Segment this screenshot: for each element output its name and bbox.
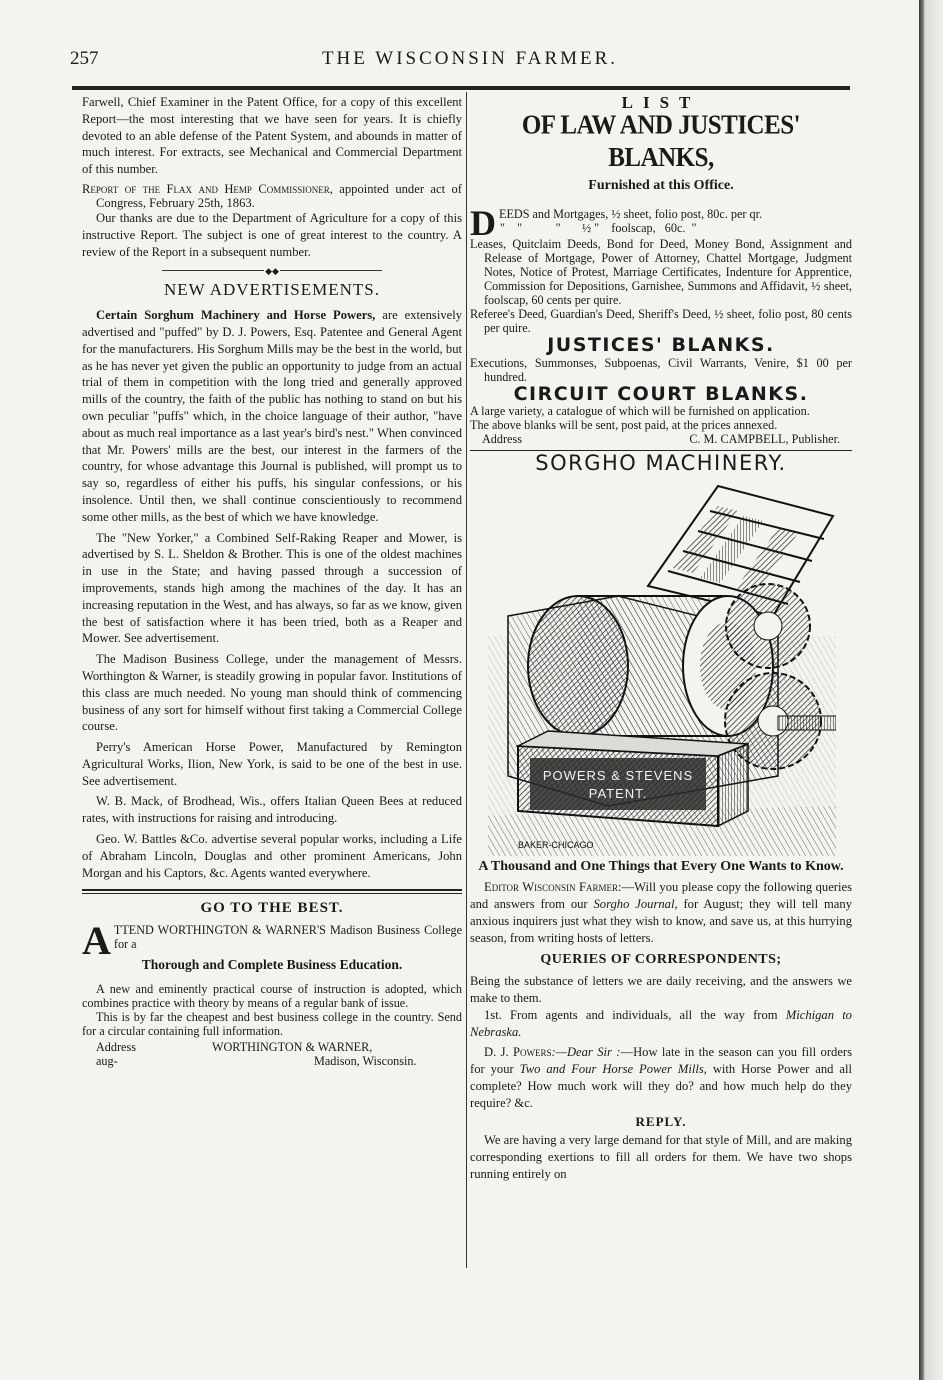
- above-blanks-line: The above blanks will be sent, post paid, at the prices annexed.: [470, 418, 778, 433]
- executions-line: Executions, Summonses, Subpoenas, Civil Warrants, Venire, $1 00 per hundred.: [470, 355, 852, 384]
- madison-college-paragraph: The Madison Business College, under the management of Messrs. Worthington & Warner, is steadily growing in popular favor. Institutions of this class are much needed. No young man should think of commencing business of any sort for himself without first taking a Commercial College course.: [82, 652, 462, 734]
- deeds-dropcap: D: [470, 202, 496, 243]
- right-column: [470, 94, 852, 1183]
- furnished-heading: Furnished at this Office.: [588, 178, 734, 193]
- attend-text: TTEND WORTHINGTON & WARNER'S Madison Business College for a: [113, 923, 462, 952]
- deeds-line-2: " " " ½ " foolscap, 60c. ": [500, 220, 697, 235]
- campbell-address-label: Address: [482, 432, 522, 447]
- sorgho-mill-engraving: [488, 476, 836, 856]
- variety-line: A large variety, a catalogue of which will be furnished on application.: [470, 404, 810, 419]
- list-heading: LIST: [621, 93, 701, 112]
- editor-paragraph: [470, 879, 852, 946]
- mack-paragraph: W. B. Mack, of Brodhead, Wis., offers Italian Queen Bees at reduced rates, with instructions for raising and introducing.: [82, 794, 462, 826]
- ad-rule: [82, 889, 462, 894]
- circuit-court-heading: CIRCUIT COURT BLANKS.: [513, 382, 809, 405]
- powers-paragraph: [470, 1044, 852, 1111]
- perry-paragraph: Perry's American Horse Power, Manufactured by Remington Agricultural Works, Ilion, New York, is said to be one of the best in use. See advertisement.: [82, 740, 462, 788]
- law-blanks-heading: OF LAW AND JUSTICES' BLANKS,: [521, 110, 801, 173]
- powers-rest: , with Horse Power and all complete? How much work will they do? and how much help do they require? &c.: [470, 1062, 853, 1110]
- first-italic: Michigan to Nebraska.: [470, 1007, 852, 1039]
- powers-text: —How late in the season can you fill orders for your: [470, 1045, 853, 1077]
- worthington-address: [82, 1040, 462, 1070]
- address-city: Madison, Wisconsin.: [314, 1054, 417, 1069]
- editor-rest: , for August; they will tell many anxious inquirers just what they wish to know, and save us, at this hurrying season, from writing hosts of letters.: [470, 896, 852, 945]
- reply-paragraph: We are having a very large demand for that style of Mill, and are making corresponding exertions to fill all orders for them. We have two shops running entirely on: [470, 1133, 852, 1181]
- flax-report-title: Report of the Flax and Hemp Commissioner,: [82, 181, 333, 196]
- address-abbr: aug-: [96, 1054, 118, 1069]
- engraving-label: POWERS & STEVENS: [542, 768, 694, 784]
- deeds-body: Leases, Quitclaim Deeds, Bond for Deed, Money Bond, Assignment and Release of Mortgage, Power of Attorney, Chattel Mortgage, Judgment Notes, Notice of Protest, Marriage Certificates, Indenture for Apprentice, Commission for Depositions, Garnishee, Summons and Affidavit, ½ sheet, foolscap, 60 cents per quire.: [470, 236, 852, 307]
- first-text: 1st. From agents and individuals, all the way from: [484, 1007, 786, 1022]
- address-name: WORTHINGTON & WARNER,: [212, 1040, 373, 1055]
- thorough-heading: Thorough and Complete Business Education.: [141, 957, 403, 973]
- engraving-label-2: PATENT.: [588, 786, 648, 802]
- editor-text: :—Will you please copy the following queries and answers from our: [470, 880, 852, 911]
- cheapest-paragraph: This is by far the cheapest and best business college in the country. Send for a circular containing full information.: [82, 1010, 462, 1039]
- first-paragraph: [470, 1007, 852, 1041]
- sorghum-text: are extensively advertised and "puffed" by D. J. Powers, Esq. Patentee and General Agent for the manufacturers. His Sorghum Mills may be the best in the world, but as he has never yet given the public an opportunity to judge from an actual trial of them in competition with the long tried and generally approved mills of the country, the faith of the public has nothing to stand on but his own peculiar "puffs" which, in the choice language of their author, "have about as much real importance as a last year's bird's nest." When convinced that Mr. Powers' mills are the best, our interest in the farmers of the country, for whose advantage this Journal is published, will prompt us to say so, regardless of either his puffs, his singular confessions, or his insolence. Until then, we shall continue conscientiously to recommend some other mills, as the best of which we have knowledge.: [82, 308, 463, 524]
- powers-sir: :—Dear Sir :: [551, 1045, 621, 1060]
- separator-ornament: ◆◆: [82, 264, 462, 278]
- powers-lead: D. J. Powers: [484, 1045, 552, 1060]
- attend-dropcap: A: [82, 918, 111, 964]
- campbell-address: [470, 432, 852, 446]
- referee-line: Referee's Deed, Guardian's Deed, Sheriff's Deed, ½ sheet, folio post, 80 cents per quire.: [470, 306, 852, 335]
- left-column: [82, 94, 462, 1070]
- deeds-block: [470, 202, 852, 335]
- thanks-paragraph: Our thanks are due to the Department of Agriculture for a copy of this instructive Report. The subject is one of great interest to the country. A review of the Report in a subsequent number.: [82, 210, 462, 259]
- page-number: 257: [70, 48, 99, 69]
- page-header: [70, 48, 850, 72]
- powers-italic: Two and Four Horse Power Mills: [519, 1062, 704, 1077]
- farwell-paragraph: Farwell, Chief Examiner in the Patent Office, for a copy of this excellent Report—the most interesting that we have seen for years. It is chiefly devoted to an able defense of the Patent System, and abounds in matter of much interest. For extracts, see Mechanical and Commercial Department of this number.: [82, 95, 462, 177]
- new-yorker-paragraph: The "New Yorker," a Combined Self-Raking Reaper and Mower, is advertised by S. L. Sheldon & Brother. This is one of the oldest machines in use in the State; and having passed through a succession of improvements, stands high among the machines of the day. It has an increasing reputation in the West, and has always, so far as we know, given the best of satisfaction where it has been tried, both as a Reaper and Mower. See advertisement.: [82, 530, 462, 646]
- address-label: Address: [96, 1040, 136, 1055]
- new-advertisements-heading: NEW ADVERTISEMENTS.: [164, 280, 380, 300]
- editor-lead: Editor Wisconsin Farmer: [484, 880, 619, 895]
- sorghum-lead: Certain Sorghum Machinery and Horse Powers,: [96, 308, 376, 323]
- deeds-line-1: EEDS and Mortgages, ½ sheet, folio post, 80c. per qr.: [499, 206, 763, 221]
- flax-report-text: appointed under act of Congress, February 25th, 1863.: [96, 181, 462, 210]
- flax-report-paragraph: [82, 182, 462, 210]
- page-edge: [885, 0, 943, 1380]
- justices-blanks-heading: JUSTICES' BLANKS.: [547, 333, 775, 356]
- editor-journal: Sorgho Journal: [593, 896, 675, 911]
- battles-paragraph: Geo. W. Battles &Co. advertise several popular works, including a Life of Abraham Lincoln, Douglas and other prominent Americans, John Morgan and his Captors, &c. Agents wanted everywhere.: [82, 832, 462, 880]
- campbell-address-name: C. M. CAMPBELL, Publisher.: [689, 432, 840, 447]
- queries-heading: QUERIES OF CORRESPONDENTS;: [540, 952, 782, 968]
- sorgho-machinery-heading: SORGHO MACHINERY.: [535, 451, 787, 476]
- new-course-paragraph: A new and eminently practical course of instruction is adopted, which combines practice with theory by means of a regular bank of issue.: [82, 982, 462, 1011]
- engraver-signature: BAKER-CHICAGO: [518, 840, 594, 851]
- being-paragraph: Being the substance of letters we are daily receiving, and the answers we make to them.: [470, 974, 852, 1005]
- reply-heading: REPLY.: [635, 1113, 687, 1129]
- go-to-best-heading: GO TO THE BEST.: [200, 900, 344, 917]
- masthead-title: THE WISCONSIN FARMER.: [321, 48, 619, 69]
- attend-paragraph: [82, 918, 462, 964]
- sorgho-mill-illustration: [488, 476, 836, 856]
- sorghum-paragraph: [82, 307, 462, 525]
- column-divider: [466, 92, 467, 1268]
- header-rule: [72, 86, 850, 90]
- thousand-things-heading: A Thousand and One Things that Every One Wants to Know.: [478, 859, 844, 875]
